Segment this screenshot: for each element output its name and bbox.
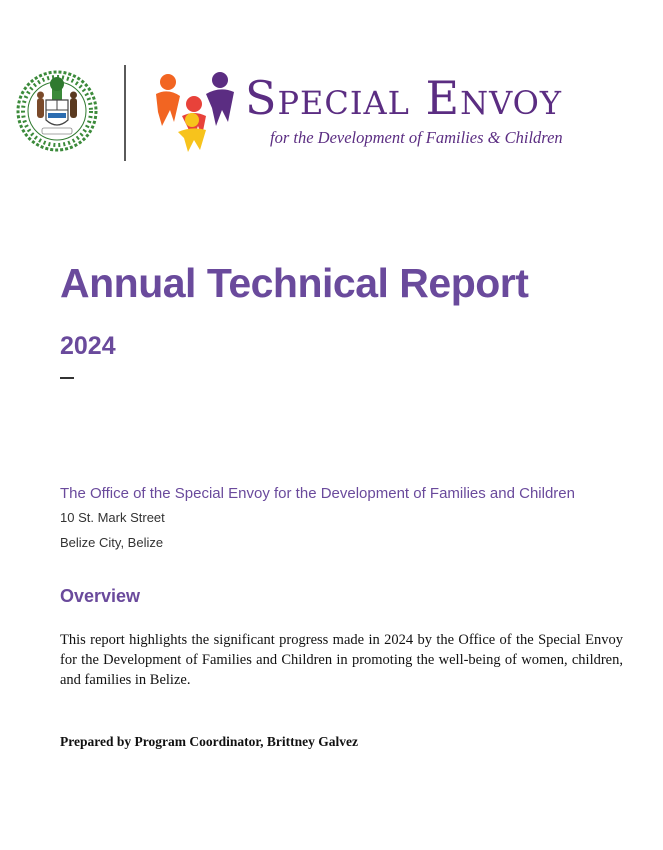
address-line-1: 10 St. Mark Street: [60, 510, 165, 525]
brand-title: Special Envoy: [245, 71, 562, 125]
overview-paragraph: This report highlights the significant progress made in 2024 by the Office of the Special Envoy for the Development of Families and Children in promoting the well-being of women, children, and families in Belize.: [60, 632, 623, 688]
brand-subtitle: for the Development of Families & Children: [270, 128, 563, 147]
prepared-by: Prepared by Program Coordinator, Brittney Galvez: [60, 734, 358, 749]
header-divider: [124, 65, 126, 161]
title-dash-divider: [60, 377, 74, 379]
overview-heading: Overview: [60, 586, 141, 606]
report-header: [0, 60, 663, 170]
address-line-2: Belize City, Belize: [60, 535, 164, 550]
report-year: 2024: [60, 332, 116, 360]
belize-coat-of-arms-icon: [16, 70, 98, 152]
family-figures-logo-icon: [148, 70, 238, 154]
office-name: The Office of the Special Envoy for the Development of Families and Children: [60, 485, 575, 502]
report-title: Annual Technical Report: [60, 260, 529, 306]
